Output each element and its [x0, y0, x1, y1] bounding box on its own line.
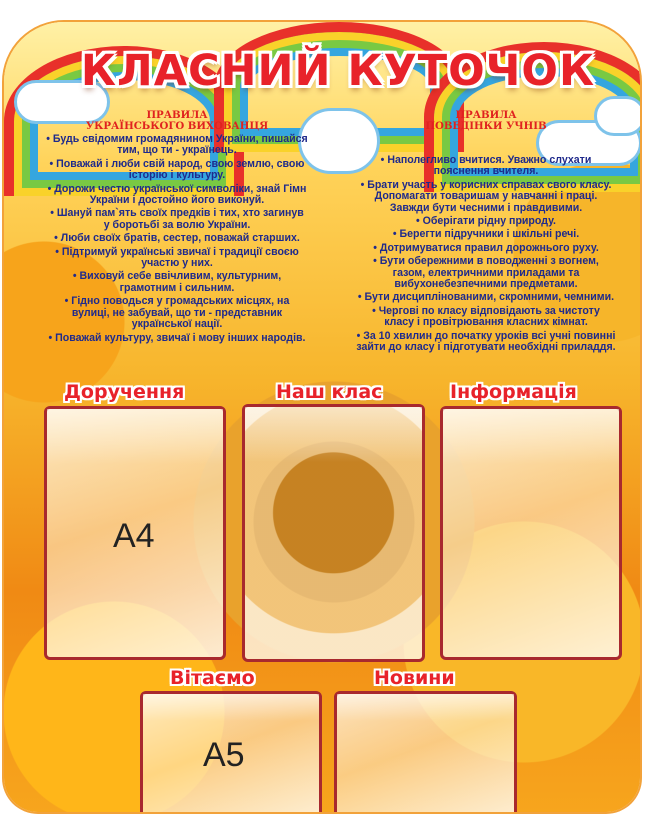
rules-behavior-list	[356, 155, 616, 354]
rules-ukrainian-pupil	[46, 110, 308, 346]
list-item: • Шануй пам`ять своїх предків і тих, хто загинув у боротьбі за волю України.	[50, 207, 304, 231]
board-background	[4, 22, 640, 812]
board-title: КЛАСНИЙ КУТОЧОК	[80, 46, 596, 96]
list-item: • Поважай культуру, звичаї і мову інших народів.	[48, 331, 306, 344]
list-item: • Оберігати рідну природу.	[415, 215, 556, 228]
list-item: • Дотримуватися правил дорожнього руху.	[373, 241, 599, 254]
size-label-a5: А5	[203, 736, 245, 774]
list-item: • Брати участь у корисних справах свого класу. Допомагати товаришам у навчанні і праці. Завжди бути чесними і правдивими.	[360, 178, 612, 214]
section-title-info: Інформація	[450, 381, 577, 403]
rules-behavior-heading-line1: ПРАВИЛА	[455, 109, 517, 121]
list-item: • Виховуй себе ввічливим, культурним, грамотним і сильним.	[72, 270, 282, 294]
pocket-our-class	[242, 404, 425, 662]
list-item: • За 10 хвилин до початку уроків всі учні повинні зайти до класу і підготувати необхідні приладдя.	[356, 329, 616, 354]
rules-pupil-heading-line2: УКРАЇНСЬКОГО ВИХОВАНЦЯ	[85, 120, 269, 132]
list-item: • Берегти підручники і шкільні речі.	[392, 228, 580, 241]
list-item: • Люби своїх братів, сестер, поважай старших.	[54, 232, 300, 245]
list-item: • Будь свідомим громадянином України, пишайся тим, що ти - українець.	[46, 133, 308, 157]
section-title-news: Новини	[374, 667, 455, 689]
pocket-greetings	[140, 691, 322, 812]
pocket-info	[440, 406, 622, 660]
list-item: • Чергові по класу відповідають за чистоту класу і провітрювання класних кімнат.	[372, 304, 600, 329]
list-item: • Гідно поводься у громадських місцях, на вулиці, не забувай, що ти - представник української нації.	[64, 295, 290, 331]
pocket-news	[334, 691, 517, 812]
rules-behavior-heading	[356, 110, 616, 132]
list-item: • Бути дисциплінованими, скромними, чемними.	[357, 291, 615, 304]
rules-pupil-heading	[46, 110, 308, 132]
size-label-a4: А4	[113, 517, 155, 555]
list-item: • Поважай і люби свій народ, свою землю, свою історію і культуру.	[49, 157, 305, 182]
rules-pupil-behavior	[356, 110, 616, 356]
list-item: • Підтримуй українські звичаї і традиції своєю участю у них.	[55, 245, 299, 270]
section-title-assignments: Доручення	[64, 381, 185, 403]
rules-behavior-heading-line2: ПОВЕДІНКИ УЧНІВ	[425, 120, 547, 132]
list-item: • Дорожи честю української символіки, знай Гімн України і достойно його виконуй.	[47, 182, 307, 207]
pocket-assignments	[44, 406, 226, 660]
list-item: • Наполегливо вчитися. Уважно слухати пояснення вчителя.	[380, 154, 592, 178]
rules-pupil-heading-line1: ПРАВИЛА	[146, 109, 208, 121]
list-item: • Бути обережними в поводженні з вогнем, газом, електричними приладами та вибухонебезпечними предметами.	[373, 255, 599, 291]
rules-pupil-list	[46, 134, 308, 344]
section-title-our-class: Наш клас	[276, 381, 383, 403]
section-title-greetings: Вітаємо	[170, 667, 255, 689]
